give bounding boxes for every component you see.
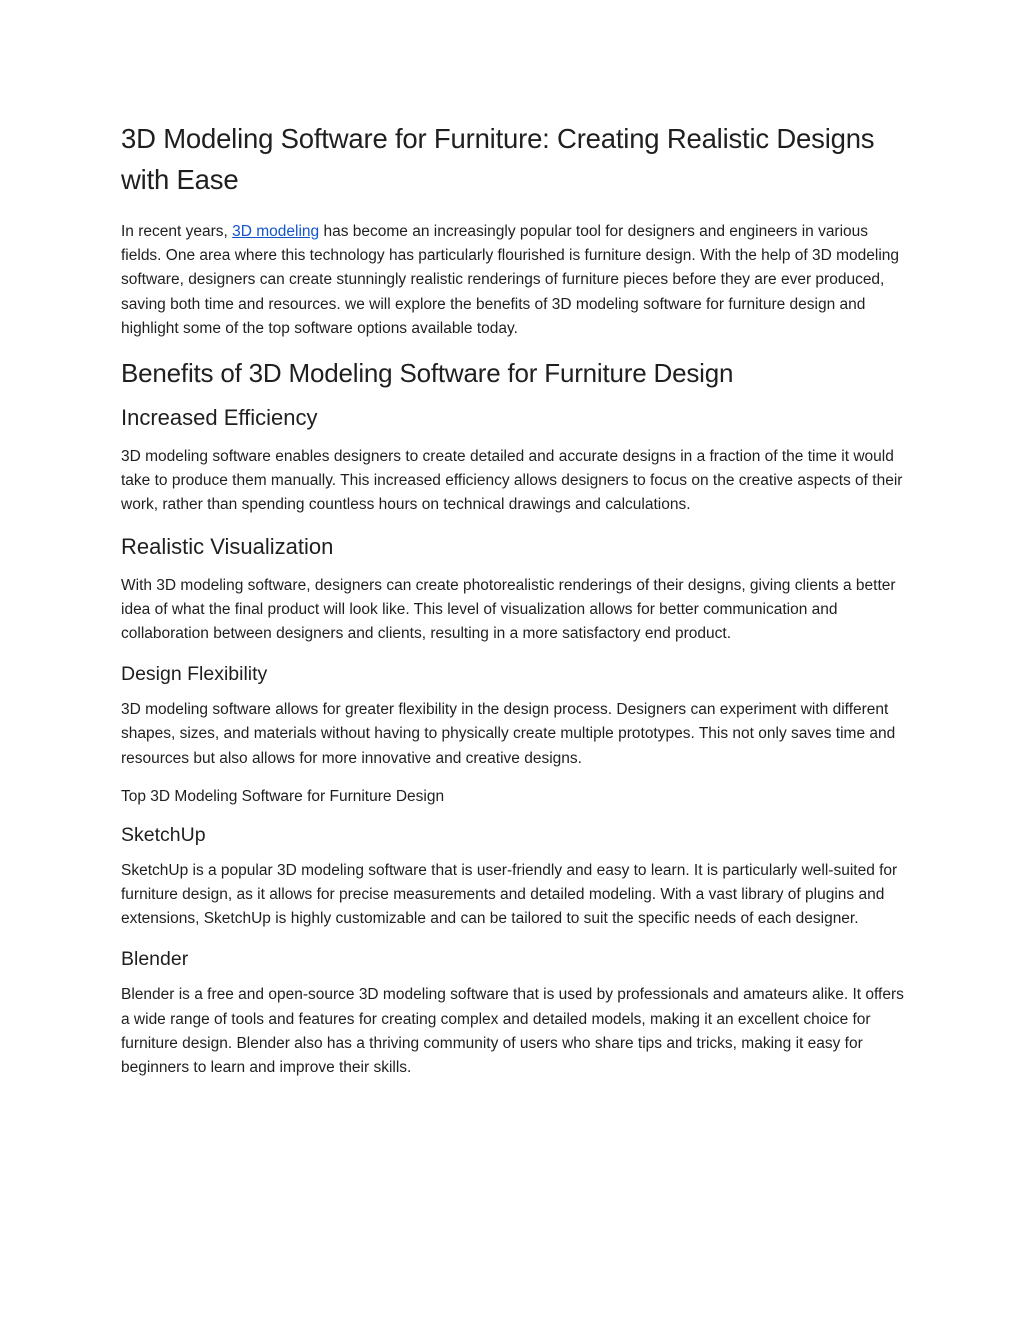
- section-text-efficiency: 3D modeling software enables designers to create detailed and accurate designs in a fraction of the time it would take to produce them manually. This increased efficiency allows designers to focus on the creative aspects of their work, rather than spending countless hours on technical drawings and calculations.: [121, 448, 903, 514]
- intro-text-before-link: In recent years,: [121, 223, 233, 240]
- software-heading-sketchup: SketchUp: [121, 823, 206, 846]
- document-title: 3D Modeling Software for Furniture: Creating Realistic Designs with Ease: [121, 123, 875, 195]
- software-text-blender: Blender is a free and open-source 3D modeling software that is used by professionals and amateurs alike. It offers a wide range of tools and features for creating complex and detailed models, making it an excellent choice for furniture design. Blender also has a thriving community of users who share tips and tricks, making it easy for beginners to learn and improve their skills.: [121, 986, 904, 1077]
- 3d-modeling-link[interactable]: 3D modeling: [232, 223, 320, 240]
- section-text-visualization: With 3D modeling software, designers can create photorealistic renderings of their designs, giving clients a better idea of what the final product will look like. This level of visualization allows for better communication and collaboration between designers and clients, resulting in a more satisfactory end product.: [121, 576, 896, 643]
- section-heading-visualization: Realistic Visualization: [121, 533, 334, 559]
- intro-paragraph: [121, 220, 906, 341]
- section-heading-efficiency: Increased Efficiency: [121, 405, 318, 431]
- top-software-heading: Top 3D Modeling Software for Furniture Design: [121, 787, 445, 805]
- software-text-sketchup: SketchUp is a popular 3D modeling software that is user-friendly and easy to learn. It is particularly well-suited for furniture design, as it allows for precise measurements and detailed modeling. With a vast library of plugins and extensions, SketchUp is highly customizable and can be tailored to suit the specific needs of each designer.: [121, 861, 898, 928]
- software-heading-blender: Blender: [121, 948, 189, 971]
- benefits-heading: Benefits of 3D Modeling Software for Furniture Design: [121, 358, 734, 389]
- intro-text-after-link: has become an increasingly popular tool for designers and engineers in various fields. One area where this technology has particularly flourished is furniture design. With the help of 3D modeling software, designers can create stunningly realistic renderings of furniture pieces before they are ever produced, saving both time and resources. we will explore the benefits of 3D modeling software for furniture design and highlight some of the top software options available today.: [121, 223, 899, 337]
- document-page: [121, 118, 906, 1094]
- section-heading-flexibility: Design Flexibility: [121, 663, 268, 686]
- section-text-flexibility: 3D modeling software allows for greater flexibility in the design process. Designers can experiment with different shapes, sizes, and materials without having to physically create multiple prototypes. This not only saves time and resources but also allows for more innovative and creative designs.: [121, 701, 896, 767]
